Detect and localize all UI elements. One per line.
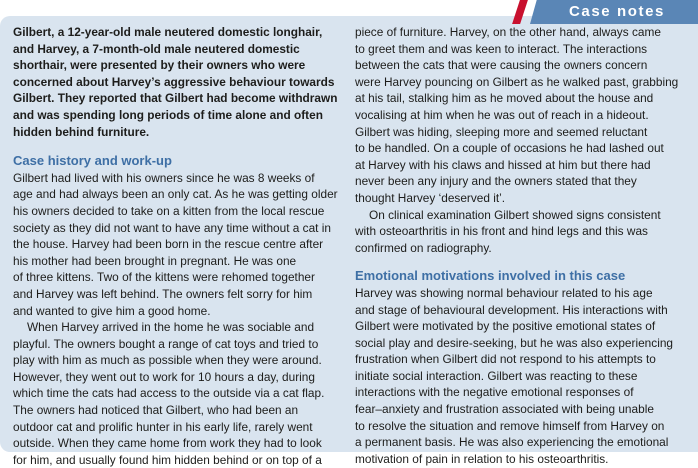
- intro-line: Gilbert. They reported that Gilbert had become withdrawn: [13, 91, 338, 106]
- text-line: and wanted to give him a good home.: [13, 303, 211, 318]
- text-line: to greet them and was keen to interact. The interactions: [355, 41, 648, 56]
- text-line: at his tail, stalking him as he moved about the house and: [355, 91, 654, 106]
- text-line: the house. Harvey had been born in the rescue centre after: [13, 237, 324, 252]
- text-line: confirmed on radiography.: [355, 240, 492, 255]
- right-paragraph-2: [355, 207, 689, 257]
- text-line: Gilbert had lived with his owners since he was 8 weeks of: [13, 170, 315, 185]
- text-line: to resolve the situation and remove himself from Harvey on: [355, 418, 665, 433]
- text-line: motivation of pain in relation to his osteoarthritis.: [355, 451, 609, 466]
- intro-line: and was spending long periods of time alone and often: [13, 107, 323, 122]
- text-line: frustration when Gilbert did not respond to his attempts to: [355, 352, 656, 367]
- text-line: between the cats that were causing the owners concern: [355, 58, 648, 73]
- right-paragraph-1: [355, 24, 689, 207]
- intro-line: hidden behind furniture.: [13, 124, 150, 139]
- intro-paragraph: [13, 24, 343, 140]
- case-notes-tab: [516, 0, 698, 24]
- text-line: never been any injury and the owners stated that they: [355, 174, 637, 189]
- text-line: When Harvey arrived in the home he was sociable and: [27, 320, 315, 335]
- case-notes-label: Case notes: [568, 3, 666, 20]
- emotional-paragraph: [355, 285, 689, 468]
- case-history-heading: Case history and work-up: [13, 153, 172, 169]
- text-line: Harvey was showing normal behaviour related to his age: [355, 285, 653, 300]
- text-line: play with him as much as possible when they were around.: [13, 353, 322, 368]
- text-line: Gilbert was hiding, sleeping more and seemed reluctant: [355, 124, 648, 139]
- text-line: were Harvey pouncing on Gilbert as he walked past, grabbing: [355, 74, 679, 89]
- emotional-heading: Emotional motivations involved in this case: [355, 268, 626, 284]
- text-line: social play and desire-seeking, but he was also experiencing: [355, 335, 673, 350]
- text-line: However, they went out to work for 10 hours a day, during: [13, 369, 315, 384]
- text-line: age and had always been an only cat. As he was getting older: [13, 187, 338, 202]
- text-line: and stage of behavioural development. His interactions with: [355, 302, 668, 317]
- intro-line: concerned about Harvey’s aggressive behaviour towards: [13, 74, 335, 89]
- text-line: a permanent basis. He was also experiencing the emotional: [355, 435, 669, 450]
- text-line: outdoor cat and prolific hunter in his early life, rarely went: [13, 419, 313, 434]
- text-line: for him, and usually found him hidden behind or on top of a: [13, 452, 322, 467]
- intro-line: and Harvey, a 7-month-old male neutered domestic: [13, 41, 300, 56]
- text-line: to be handled. On a couple of occasions he had lashed out: [355, 141, 664, 156]
- text-line: interactions with the negative emotional responses of: [355, 385, 634, 400]
- case-history-paragraph-1: [13, 170, 343, 319]
- text-line: thought Harvey ‘deserved it’.: [355, 190, 506, 205]
- text-line: vocalising at him when he was out of reach in a hideout.: [355, 107, 649, 122]
- text-line: and Harvey was left behind. The owners felt sorry for him: [13, 286, 313, 301]
- text-line: of three kittens. Two of the kittens were rehomed together: [13, 270, 315, 285]
- case-history-paragraph-2: [13, 319, 343, 468]
- text-line: playful. The owners bought a range of cat toys and tried to: [13, 336, 319, 351]
- right-column: [355, 24, 689, 467]
- text-line: piece of furniture. Harvey, on the other hand, always came: [355, 25, 661, 39]
- text-line: with osteoarthritis in his front and hind legs and this was: [355, 224, 648, 239]
- red-accent-stripe: [512, 0, 528, 24]
- text-line: Gilbert were motivated by the positive emotional states of: [355, 319, 656, 334]
- text-line: which time the cats had access to the outside via a cat flap.: [13, 386, 325, 401]
- text-line: society as they did not want to have any time without a cat in: [13, 220, 331, 235]
- text-line: outside. When they came home from work they had to look: [13, 436, 322, 451]
- text-line: at Harvey with his claws and hissed at him but there had: [355, 157, 651, 172]
- left-column: [13, 24, 343, 468]
- text-line: his owners decided to take on a kitten from the local rescue: [13, 203, 325, 218]
- text-line: The owners had noticed that Gilbert, who had been an: [13, 403, 299, 418]
- text-line: his mother had been brought in pregnant. He was one: [13, 253, 297, 268]
- intro-line: Gilbert, a 12-year-old male neutered domestic longhair,: [13, 25, 323, 39]
- intro-line: shorthair, were presented by their owners who were: [13, 58, 306, 73]
- text-line: initiate social interaction. Gilbert was reacting to these: [355, 368, 638, 383]
- text-line: fear–anxiety and frustration associated with being unable: [355, 402, 654, 417]
- text-line: On clinical examination Gilbert showed signs consistent: [369, 207, 661, 222]
